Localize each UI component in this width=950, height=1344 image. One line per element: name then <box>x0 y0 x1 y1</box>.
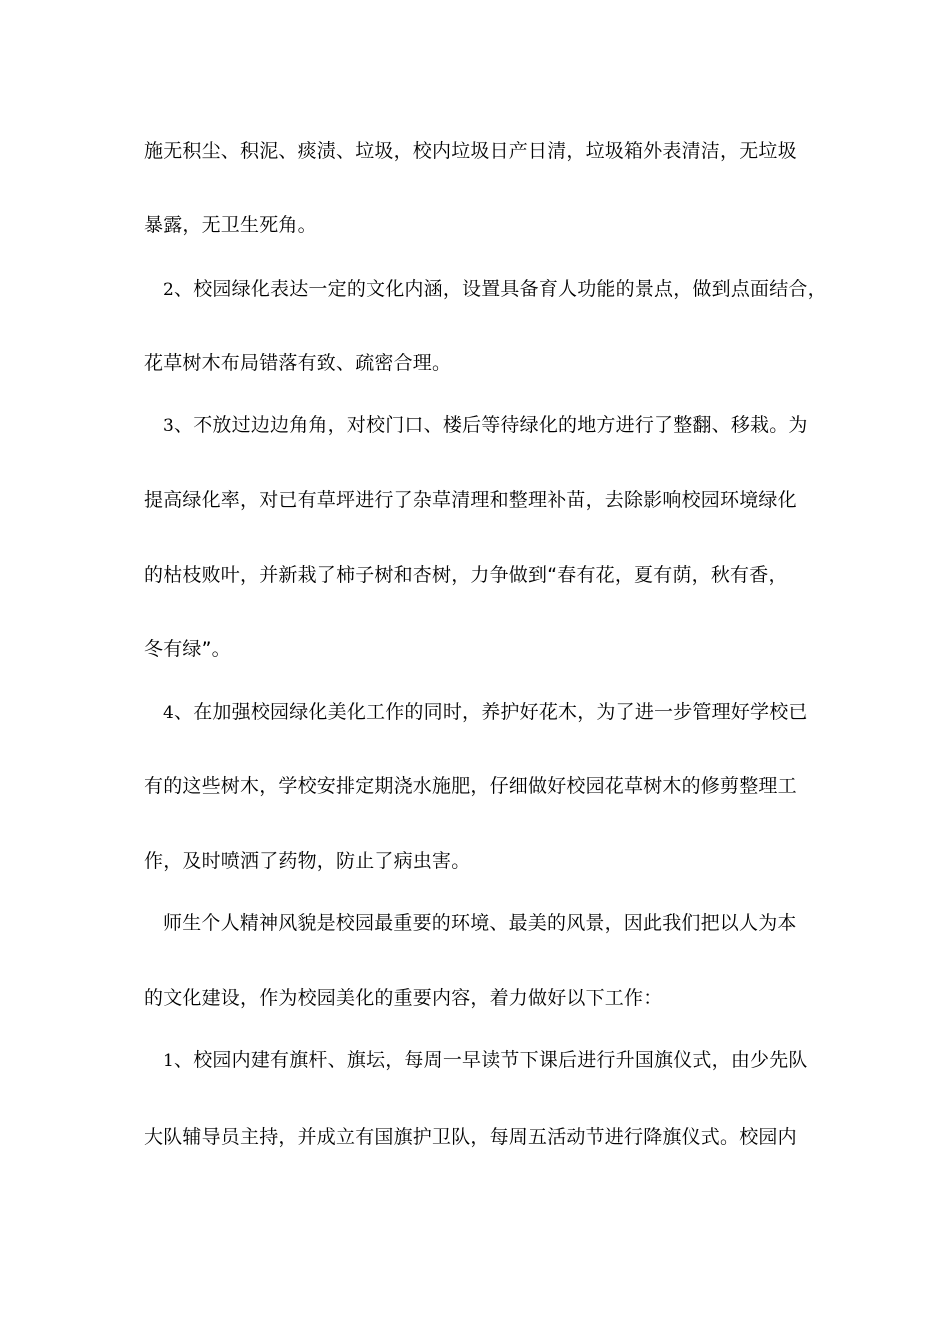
item-number: 4 <box>163 703 175 723</box>
list-item-2 <box>163 277 827 302</box>
list-item-4 <box>163 700 808 725</box>
text-line: 的枯枝败叶，并新栽了柿子树和杏树，力争做到“春有花，夏有荫，秋有香， <box>144 564 788 586</box>
text-line: 冬有绿”。 <box>144 638 231 660</box>
list-item-3 <box>163 413 808 438</box>
text-line: 暴露，无卫生死角。 <box>144 214 317 236</box>
text-line: 提高绿化率，对已有草坪进行了杂草清理和整理补苗，去除影响校园环境绿化 <box>144 489 797 511</box>
item-text: 、在加强校园绿化美化工作的同时，养护好花木，为了进一步管理好学校已 <box>174 701 808 723</box>
paragraph-start: 师生个人精神风貌是校园最重要的环境、最美的风景，因此我们把以人为本 <box>163 912 797 934</box>
item-text: 、校园内建有旗杆、旗坛，每周一早读节下课后进行升国旗仪式，由少先队 <box>174 1049 808 1071</box>
text-line: 花草树木布局错落有致、疏密合理。 <box>144 352 452 374</box>
text-line: 大队辅导员主持，并成立有国旗护卫队，每周五活动节进行降旗仪式。校园内 <box>144 1126 797 1148</box>
item-number: 1 <box>163 1051 175 1071</box>
item-number: 2 <box>163 280 175 300</box>
item-number: 3 <box>163 416 175 436</box>
text-line: 有的这些树木，学校安排定期浇水施肥，仔细做好校园花草树木的修剪整理工 <box>144 775 797 797</box>
text-line: 的文化建设，作为校园美化的重要内容，着力做好以下工作： <box>144 987 663 1009</box>
text-line: 作，及时喷洒了药物，防止了病虫害。 <box>144 850 471 872</box>
text-line: 施无积尘、积泥、痰渍、垃圾，校内垃圾日产日清，垃圾箱外表清洁，无垃圾 <box>144 140 797 162</box>
item-text: 、校园绿化表达一定的文化内涵，设置具备育人功能的景点，做到点面结合， <box>174 278 827 300</box>
item-text: 、不放过边边角角，对校门口、楼后等待绿化的地方进行了整翻、移栽。为 <box>174 414 808 436</box>
list-item-1 <box>163 1048 808 1073</box>
